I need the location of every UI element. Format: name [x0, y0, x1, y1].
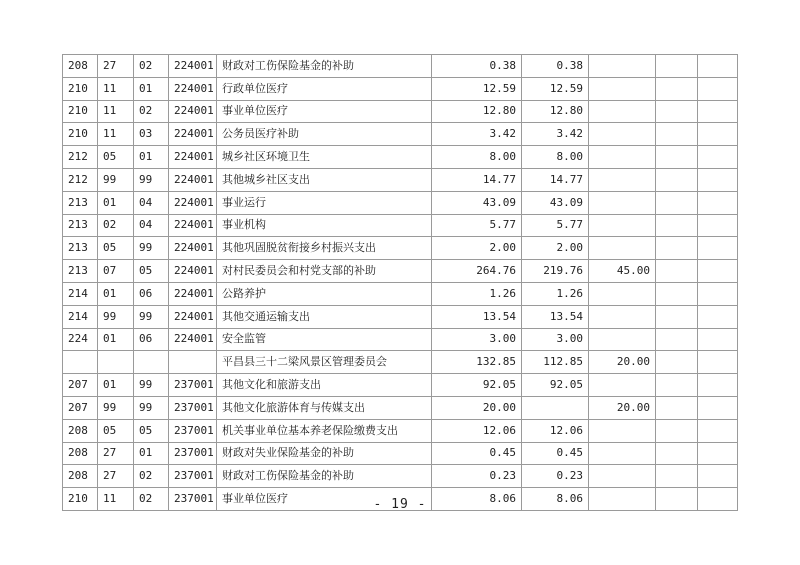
cell-project-expenditure: 20.00 [589, 351, 656, 374]
cell-item-name: 事业运行 [217, 191, 432, 214]
cell-category-code: 212 [63, 146, 98, 169]
cell-extra-column-2 [698, 328, 738, 351]
cell-extra-column-2 [698, 55, 738, 78]
cell-item-name: 财政对工伤保险基金的补助 [217, 55, 432, 78]
cell-item-code: 04 [134, 191, 169, 214]
table-row [63, 374, 738, 397]
table-row [63, 146, 738, 169]
cell-total-amount: 12.06 [432, 419, 522, 442]
table-row [63, 214, 738, 237]
cell-unit-code: 224001 [169, 146, 217, 169]
cell-category-code: 210 [63, 488, 98, 511]
cell-extra-column-2 [698, 282, 738, 305]
cell-extra-column-1 [656, 419, 698, 442]
cell-item-code: 01 [134, 442, 169, 465]
cell-extra-column-1 [656, 442, 698, 465]
cell-project-expenditure [589, 100, 656, 123]
cell-unit-code: 224001 [169, 237, 217, 260]
cell-category-code: 213 [63, 191, 98, 214]
cell-total-amount: 13.54 [432, 305, 522, 328]
cell-project-expenditure [589, 305, 656, 328]
cell-project-expenditure [589, 191, 656, 214]
cell-item-name: 城乡社区环境卫生 [217, 146, 432, 169]
cell-section-code: 27 [98, 465, 134, 488]
cell-unit-code: 224001 [169, 282, 217, 305]
table-body [63, 55, 738, 511]
cell-item-name: 安全监管 [217, 328, 432, 351]
cell-item-name: 行政单位医疗 [217, 77, 432, 100]
cell-section-code: 11 [98, 100, 134, 123]
cell-item-name: 事业单位医疗 [217, 100, 432, 123]
cell-basic-expenditure: 0.23 [522, 465, 589, 488]
table-row [63, 55, 738, 78]
cell-category-code: 213 [63, 260, 98, 283]
cell-extra-column-1 [656, 374, 698, 397]
table-row [63, 419, 738, 442]
cell-unit-code [169, 351, 217, 374]
cell-section-code: 01 [98, 374, 134, 397]
cell-total-amount: 0.38 [432, 55, 522, 78]
cell-category-code: 208 [63, 465, 98, 488]
cell-category-code: 213 [63, 237, 98, 260]
cell-extra-column-2 [698, 237, 738, 260]
cell-project-expenditure [589, 237, 656, 260]
cell-extra-column-2 [698, 191, 738, 214]
cell-project-expenditure [589, 282, 656, 305]
cell-project-expenditure [589, 328, 656, 351]
table-row [63, 123, 738, 146]
cell-unit-code: 237001 [169, 419, 217, 442]
cell-item-code: 99 [134, 237, 169, 260]
cell-basic-expenditure: 43.09 [522, 191, 589, 214]
cell-category-code: 212 [63, 168, 98, 191]
cell-extra-column-1 [656, 351, 698, 374]
page-number: - 19 - [373, 497, 427, 512]
cell-basic-expenditure: 13.54 [522, 305, 589, 328]
cell-unit-code: 237001 [169, 488, 217, 511]
cell-unit-code: 237001 [169, 396, 217, 419]
cell-unit-code: 237001 [169, 374, 217, 397]
cell-unit-code: 224001 [169, 168, 217, 191]
cell-category-code: 208 [63, 442, 98, 465]
cell-total-amount: 264.76 [432, 260, 522, 283]
cell-basic-expenditure: 219.76 [522, 260, 589, 283]
cell-project-expenditure [589, 419, 656, 442]
cell-unit-code: 224001 [169, 260, 217, 283]
cell-basic-expenditure: 2.00 [522, 237, 589, 260]
cell-section-code: 01 [98, 328, 134, 351]
cell-category-code [63, 351, 98, 374]
cell-section-code: 27 [98, 55, 134, 78]
cell-basic-expenditure: 12.59 [522, 77, 589, 100]
cell-total-amount: 3.00 [432, 328, 522, 351]
cell-item-name: 公路养护 [217, 282, 432, 305]
cell-basic-expenditure: 5.77 [522, 214, 589, 237]
cell-item-code: 99 [134, 396, 169, 419]
cell-total-amount: 43.09 [432, 191, 522, 214]
cell-project-expenditure [589, 214, 656, 237]
cell-basic-expenditure: 1.26 [522, 282, 589, 305]
cell-item-code: 01 [134, 77, 169, 100]
cell-section-code: 99 [98, 305, 134, 328]
cell-extra-column-1 [656, 146, 698, 169]
cell-section-code: 01 [98, 191, 134, 214]
cell-item-code [134, 351, 169, 374]
cell-item-code: 05 [134, 260, 169, 283]
cell-extra-column-2 [698, 77, 738, 100]
cell-basic-expenditure: 0.45 [522, 442, 589, 465]
cell-item-code: 03 [134, 123, 169, 146]
cell-project-expenditure [589, 465, 656, 488]
cell-unit-code: 224001 [169, 328, 217, 351]
cell-item-name: 平昌县三十二梁风景区管理委员会 [217, 351, 432, 374]
budget-table [62, 54, 738, 511]
cell-item-code: 06 [134, 282, 169, 305]
cell-category-code: 208 [63, 55, 98, 78]
cell-extra-column-2 [698, 465, 738, 488]
cell-item-code: 05 [134, 419, 169, 442]
cell-extra-column-1 [656, 282, 698, 305]
table-row [63, 305, 738, 328]
cell-total-amount: 8.06 [432, 488, 522, 511]
cell-item-name: 其他文化和旅游支出 [217, 374, 432, 397]
cell-category-code: 214 [63, 282, 98, 305]
cell-extra-column-1 [656, 305, 698, 328]
cell-extra-column-2 [698, 374, 738, 397]
cell-item-code: 01 [134, 146, 169, 169]
cell-extra-column-2 [698, 100, 738, 123]
cell-section-code: 99 [98, 168, 134, 191]
cell-extra-column-1 [656, 123, 698, 146]
cell-basic-expenditure: 112.85 [522, 351, 589, 374]
cell-item-name: 事业单位医疗 [217, 488, 432, 511]
cell-total-amount: 5.77 [432, 214, 522, 237]
cell-category-code: 224 [63, 328, 98, 351]
cell-extra-column-2 [698, 146, 738, 169]
cell-section-code: 02 [98, 214, 134, 237]
cell-item-code: 02 [134, 100, 169, 123]
cell-extra-column-1 [656, 465, 698, 488]
cell-extra-column-2 [698, 442, 738, 465]
cell-item-name: 其他交通运输支出 [217, 305, 432, 328]
cell-category-code: 208 [63, 419, 98, 442]
cell-basic-expenditure [522, 396, 589, 419]
cell-unit-code: 224001 [169, 123, 217, 146]
cell-category-code: 210 [63, 100, 98, 123]
cell-item-name: 事业机构 [217, 214, 432, 237]
cell-unit-code: 224001 [169, 305, 217, 328]
cell-section-code [98, 351, 134, 374]
cell-project-expenditure [589, 123, 656, 146]
cell-extra-column-1 [656, 55, 698, 78]
cell-extra-column-1 [656, 237, 698, 260]
cell-section-code: 99 [98, 396, 134, 419]
cell-total-amount: 8.00 [432, 146, 522, 169]
cell-extra-column-2 [698, 260, 738, 283]
cell-section-code: 07 [98, 260, 134, 283]
cell-item-code: 99 [134, 168, 169, 191]
cell-unit-code: 237001 [169, 465, 217, 488]
cell-extra-column-2 [698, 168, 738, 191]
cell-item-name: 其他城乡社区支出 [217, 168, 432, 191]
table-row [63, 442, 738, 465]
table-row [63, 77, 738, 100]
table-row [63, 260, 738, 283]
cell-extra-column-1 [656, 77, 698, 100]
cell-extra-column-2 [698, 214, 738, 237]
cell-total-amount: 0.45 [432, 442, 522, 465]
cell-section-code: 05 [98, 146, 134, 169]
cell-project-expenditure [589, 77, 656, 100]
cell-extra-column-1 [656, 100, 698, 123]
cell-item-name: 财政对工伤保险基金的补助 [217, 465, 432, 488]
cell-extra-column-1 [656, 168, 698, 191]
cell-item-code: 02 [134, 465, 169, 488]
cell-unit-code: 224001 [169, 55, 217, 78]
cell-unit-code: 224001 [169, 191, 217, 214]
cell-basic-expenditure: 12.80 [522, 100, 589, 123]
cell-project-expenditure [589, 168, 656, 191]
cell-category-code: 207 [63, 374, 98, 397]
table-row [63, 237, 738, 260]
cell-basic-expenditure: 14.77 [522, 168, 589, 191]
cell-extra-column-1 [656, 396, 698, 419]
cell-section-code: 27 [98, 442, 134, 465]
table-row [63, 351, 738, 374]
table-row [63, 328, 738, 351]
table-row [63, 191, 738, 214]
cell-item-name: 其他巩固脱贫衔接乡村振兴支出 [217, 237, 432, 260]
cell-item-name: 财政对失业保险基金的补助 [217, 442, 432, 465]
cell-project-expenditure [589, 146, 656, 169]
cell-total-amount: 3.42 [432, 123, 522, 146]
cell-extra-column-1 [656, 328, 698, 351]
cell-item-code: 06 [134, 328, 169, 351]
cell-basic-expenditure: 8.06 [522, 488, 589, 511]
cell-total-amount: 92.05 [432, 374, 522, 397]
cell-item-code: 99 [134, 305, 169, 328]
cell-item-code: 02 [134, 488, 169, 511]
cell-section-code: 05 [98, 419, 134, 442]
cell-section-code: 01 [98, 282, 134, 305]
cell-basic-expenditure: 8.00 [522, 146, 589, 169]
cell-extra-column-1 [656, 260, 698, 283]
cell-item-name: 其他文化旅游体育与传媒支出 [217, 396, 432, 419]
table-row [63, 100, 738, 123]
cell-item-name: 公务员医疗补助 [217, 123, 432, 146]
cell-extra-column-2 [698, 305, 738, 328]
table-row [63, 168, 738, 191]
cell-section-code: 11 [98, 488, 134, 511]
cell-extra-column-2 [698, 419, 738, 442]
cell-category-code: 214 [63, 305, 98, 328]
table-row [63, 396, 738, 419]
cell-total-amount: 12.80 [432, 100, 522, 123]
cell-extra-column-2 [698, 123, 738, 146]
cell-item-code: 02 [134, 55, 169, 78]
cell-total-amount: 2.00 [432, 237, 522, 260]
cell-item-name: 对村民委员会和村党支部的补助 [217, 260, 432, 283]
cell-basic-expenditure: 12.06 [522, 419, 589, 442]
cell-category-code: 210 [63, 77, 98, 100]
cell-item-name: 机关事业单位基本养老保险缴费支出 [217, 419, 432, 442]
cell-category-code: 210 [63, 123, 98, 146]
cell-basic-expenditure: 3.00 [522, 328, 589, 351]
cell-basic-expenditure: 0.38 [522, 55, 589, 78]
cell-project-expenditure [589, 55, 656, 78]
cell-total-amount: 1.26 [432, 282, 522, 305]
cell-unit-code: 237001 [169, 442, 217, 465]
cell-item-code: 04 [134, 214, 169, 237]
cell-extra-column-2 [698, 396, 738, 419]
cell-extra-column-1 [656, 214, 698, 237]
cell-total-amount: 14.77 [432, 168, 522, 191]
cell-section-code: 11 [98, 77, 134, 100]
cell-project-expenditure: 20.00 [589, 396, 656, 419]
cell-total-amount: 12.59 [432, 77, 522, 100]
table-row [63, 465, 738, 488]
cell-basic-expenditure: 92.05 [522, 374, 589, 397]
cell-section-code: 11 [98, 123, 134, 146]
cell-unit-code: 224001 [169, 77, 217, 100]
cell-project-expenditure: 45.00 [589, 260, 656, 283]
cell-project-expenditure [589, 442, 656, 465]
cell-unit-code: 224001 [169, 100, 217, 123]
cell-total-amount: 20.00 [432, 396, 522, 419]
cell-basic-expenditure: 3.42 [522, 123, 589, 146]
cell-extra-column-1 [656, 191, 698, 214]
cell-total-amount: 132.85 [432, 351, 522, 374]
cell-category-code: 213 [63, 214, 98, 237]
cell-item-code: 99 [134, 374, 169, 397]
cell-category-code: 207 [63, 396, 98, 419]
table-row [63, 282, 738, 305]
cell-extra-column-2 [698, 351, 738, 374]
cell-project-expenditure [589, 374, 656, 397]
cell-section-code: 05 [98, 237, 134, 260]
cell-unit-code: 224001 [169, 214, 217, 237]
cell-total-amount: 0.23 [432, 465, 522, 488]
